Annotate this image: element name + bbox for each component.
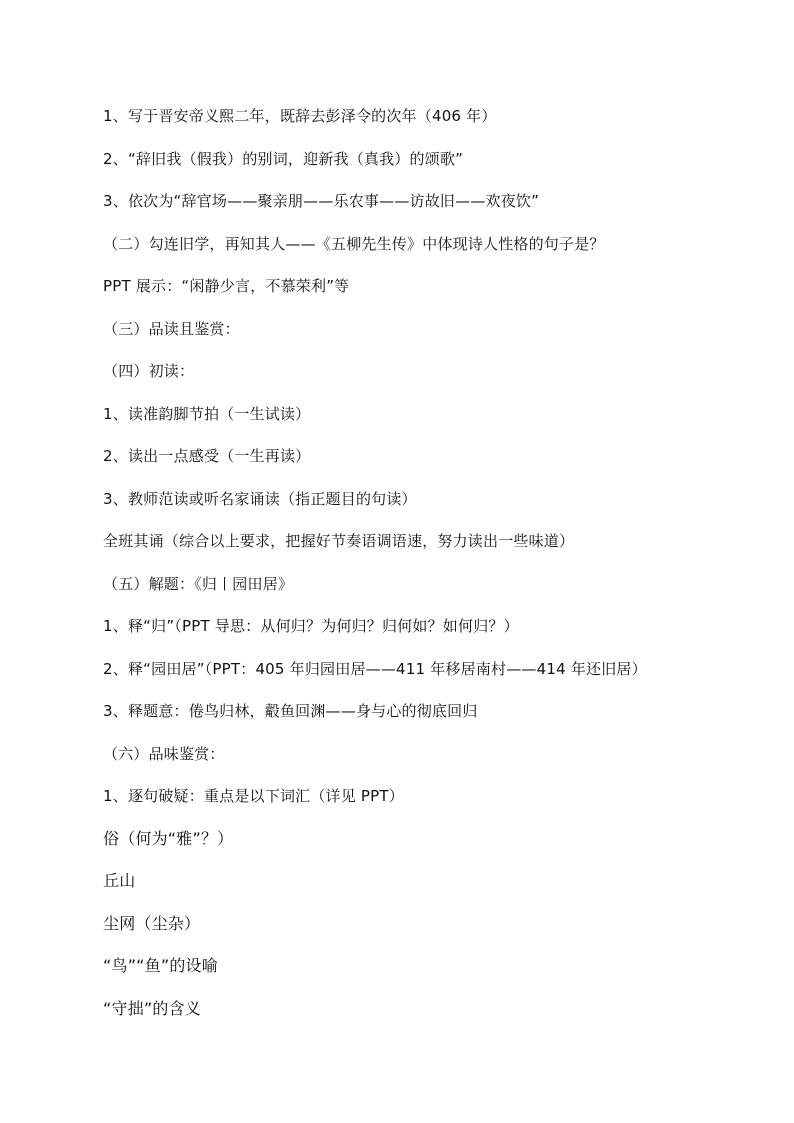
- section-heading: （五）解题：《归丨园田居》: [103, 574, 294, 593]
- text-line: 全班其诵（综合以上要求，把握好节奏语调语速，努力读出一些味道）: [103, 532, 575, 550]
- section-heading: （三）品读且鉴赏：: [103, 319, 240, 338]
- text-line: 2、“辞旧我（假我）的别词，迎新我（真我）的颂歌”: [103, 149, 464, 168]
- vocab-item: 丘山: [103, 871, 136, 890]
- vocab-item: 俗（何为“雅”？）: [103, 828, 234, 848]
- text-line: 1、逐句破疑：重点是以下词汇（详见 PPT）: [103, 787, 404, 805]
- section-heading: （四）初读：: [103, 362, 195, 380]
- text-line: 2、释“园田居”（PPT：405 年归园田居——411 年移居南村——414 年还旧居）: [103, 659, 647, 678]
- vocab-item: “鸟”“鱼”的设喻: [103, 956, 218, 975]
- text-line: 3、教师范读或听名家诵读（指正题目的句读）: [103, 489, 417, 508]
- document-body: [103, 104, 743, 1039]
- text-line: 1、写于晋安帝义熙二年，既辞去彭泽令的次年（406 年）: [103, 107, 497, 125]
- text-line: 3、释题意：倦鸟归林，觳鱼回渊——身与心的彻底回归: [103, 702, 478, 720]
- text-line: 1、读准韵脚节拍（一生试读）: [103, 404, 311, 423]
- text-line: 1、释“归”（PPT 导思：从何归？为何归？归何如？如何归？）: [103, 617, 519, 635]
- section-heading: （六）品味鉴赏：: [103, 744, 225, 763]
- vocab-item: “守拙”的含义: [103, 998, 201, 1018]
- section-heading: （二）勾连旧学，再知其人——《五柳先生传》中体现诗人性格的句子是？: [103, 234, 605, 253]
- text-line: 2、读出一点感受（一生再读）: [103, 447, 311, 465]
- text-line: 3、依次为“辞官场——聚亲朋——乐农事——访故旧——欢夜饮”: [103, 192, 540, 210]
- vocab-item: 尘网（尘杂）: [103, 913, 201, 933]
- text-line: PPT 展示：“闲静少言，不慕荣利”等: [103, 277, 350, 295]
